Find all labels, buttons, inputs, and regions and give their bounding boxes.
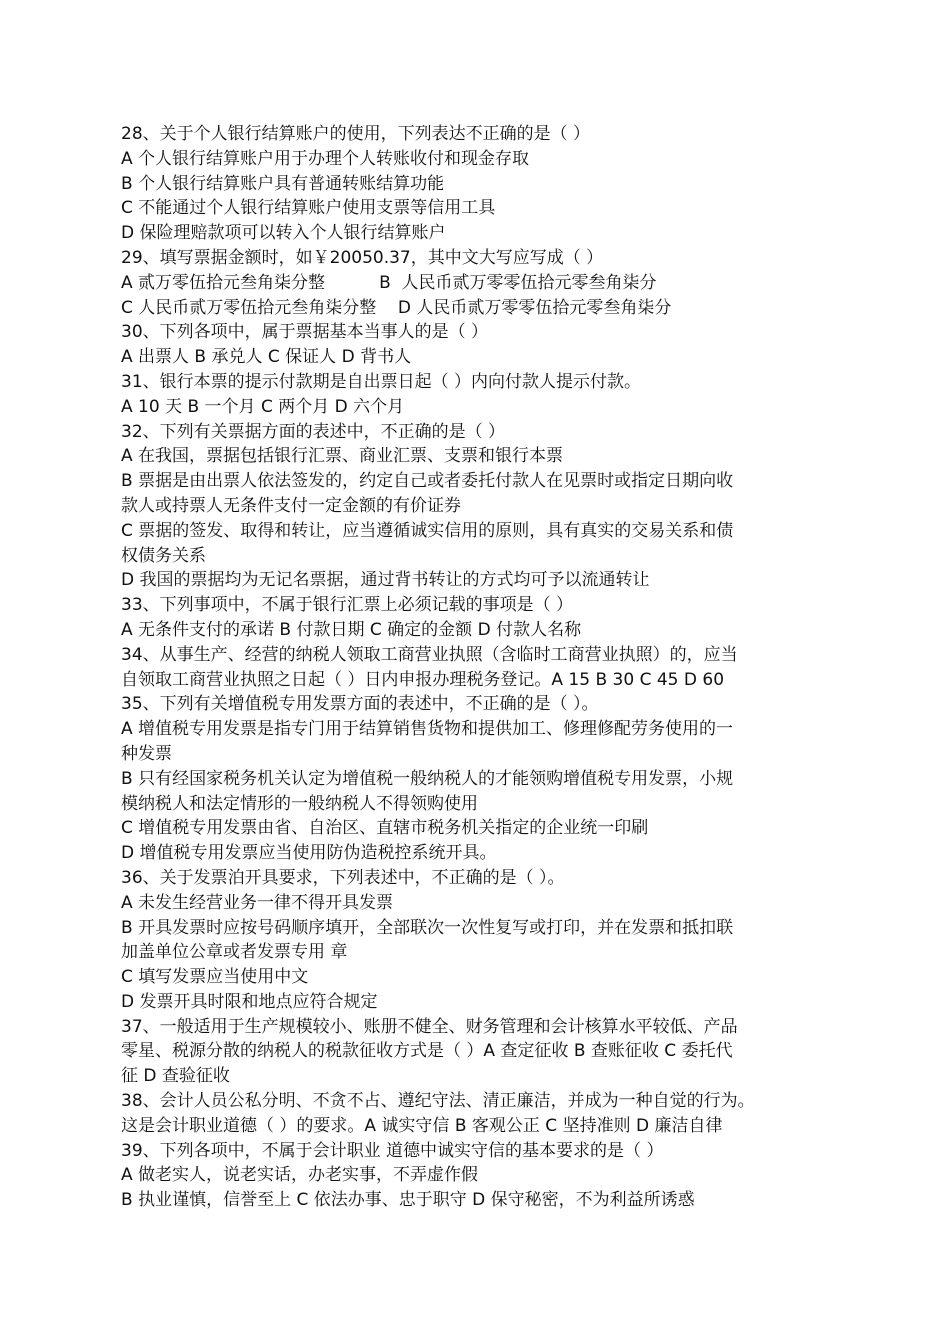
text-line: 28、关于个人银行结算账户的使用，下列表达不正确的是（ ） <box>121 124 591 144</box>
text-line: A 做老实人，说老实话，办老实事，不弄虚作假 <box>121 1165 479 1186</box>
text-line: D 我国的票据均为无记名票据，通过背书转让的方式均可予以流通转让 <box>121 570 650 591</box>
text-line: C 不能通过个人银行结算账户使用支票等信用工具 <box>121 198 496 219</box>
text-line: D 保险理赔款项可以转入个人银行结算账户 <box>121 223 446 244</box>
text-line: 零星、税源分散的纳税人的税款征收方式是（ ）A 查定征收 B 查账征收 C 委托代 <box>121 1041 733 1062</box>
text-line: A 个人银行结算账户用于办理个人转账收付和现金存取 <box>121 148 530 169</box>
text-line: 39、下列各项中，不属于会计职业 道德中诚实守信的基本要求的是（ ） <box>121 1140 664 1161</box>
text-line: 种发票 <box>121 743 172 764</box>
text-line: B 票据是由出票人依法签发的，约定自己或者委托付款人在见票时或指定日期向收 <box>121 471 734 492</box>
text-line: 37、一般适用于生产规模较小、账册不健全、财务管理和会计核算水平较低、产品 <box>121 1016 738 1037</box>
text-line: 这是会计职业道德（ ）的要求。A 诚实守信 B 客观公正 C 坚持准则 D 廉洁自律 <box>121 1115 723 1136</box>
text-line: 29、填写票据金额时，如￥20050.37，其中文大写应写成（ ） <box>121 247 604 268</box>
text-line: 自领取工商营业执照之日起（ ）日内申报办理税务登记。A 15 B 30 C 45 D 60 <box>121 669 725 690</box>
text-line: A 10 天 B 一个月 C 两个月 D 六个月 <box>121 396 405 417</box>
text-line: 款人或持票人无条件支付一定金额的有价证券 <box>121 495 461 516</box>
text-line: B 开具发票时应按号码顺序填开，全部联次一次性复写或打印，并在发票和抵扣联 <box>121 917 734 938</box>
text-line: B 只有经国家税务机关认定为增值税一般纳税人的才能领购增值税专用发票，小规 <box>121 768 734 789</box>
text-line: D 增值税专用发票应当使用防伪造税控系统开具。 <box>121 843 497 864</box>
text-line: 权债务关系 <box>121 545 206 566</box>
text-line: D 发票开具时限和地点应符合规定 <box>121 991 378 1012</box>
text-line: A 在我国，票据包括银行汇票、商业汇票、支票和银行本票 <box>121 446 564 467</box>
text-line: A 增值税专用发票是指专门用于结算销售货物和提供加工、修理修配劳务使用的一 <box>121 719 734 740</box>
text-line: A 未发生经营业务一律不得开具发票 <box>121 892 394 913</box>
text-line: A 贰万零伍拾元叁角柒分整 B 人民币贰万零零伍拾元零叁角柒分 <box>121 272 657 293</box>
text-line: A 无条件支付的承诺 B 付款日期 C 确定的金额 D 付款人名称 <box>121 619 582 640</box>
text-line: 38、会计人员公私分明、不贪不占、遵纪守法、清正廉洁，并成为一种自觉的行为。 <box>121 1091 755 1112</box>
text-line: 33、下列事项中，不属于银行汇票上必须记载的事项是（ ） <box>121 595 574 616</box>
text-line: 31、银行本票的提示付款期是自出票日起（ ）内向付款人提示付款。 <box>121 371 642 392</box>
text-line: A 出票人 B 承兑人 C 保证人 D 背书人 <box>121 347 412 368</box>
text-line: 征 D 查验征收 <box>121 1066 230 1087</box>
text-line: 34、从事生产、经营的纳税人领取工商营业执照（含临时工商营业执照）的，应当 <box>121 644 738 665</box>
text-line: C 票据的签发、取得和转让，应当遵循诚实信用的原则，具有真实的交易关系和债 <box>121 520 734 541</box>
text-line: C 增值税专用发票由省、自治区、直辖市税务机关指定的企业统一印刷 <box>121 818 649 839</box>
text-line: C 人民币贰万零伍拾元叁角柒分整 D 人民币贰万零零伍拾元零叁角柒分 <box>121 297 672 318</box>
text-line: 加盖单位公章或者发票专用 章 <box>121 942 348 963</box>
document-page <box>121 122 833 1213</box>
text-line: B 执业谨慎，信誉至上 C 依法办事、忠于职守 D 保守秘密，不为利益所诱惑 <box>121 1190 695 1211</box>
text-line: 35、下列有关增值税专用发票方面的表述中，不正确的是（ ）。 <box>121 694 599 715</box>
text-line: 模纳税人和法定情形的一般纳税人不得领购使用 <box>121 793 478 814</box>
text-line: B 个人银行结算账户具有普通转账结算功能 <box>121 173 445 194</box>
text-line: 36、关于发票泊开具要求，下列表述中，不正确的是（ ）。 <box>121 867 565 888</box>
text-line: C 填写发票应当使用中文 <box>121 967 309 988</box>
text-line: 30、下列各项中，属于票据基本当事人的是（ ） <box>121 322 489 343</box>
text-line: 32、下列有关票据方面的表述中，不正确的是（ ） <box>121 421 506 442</box>
